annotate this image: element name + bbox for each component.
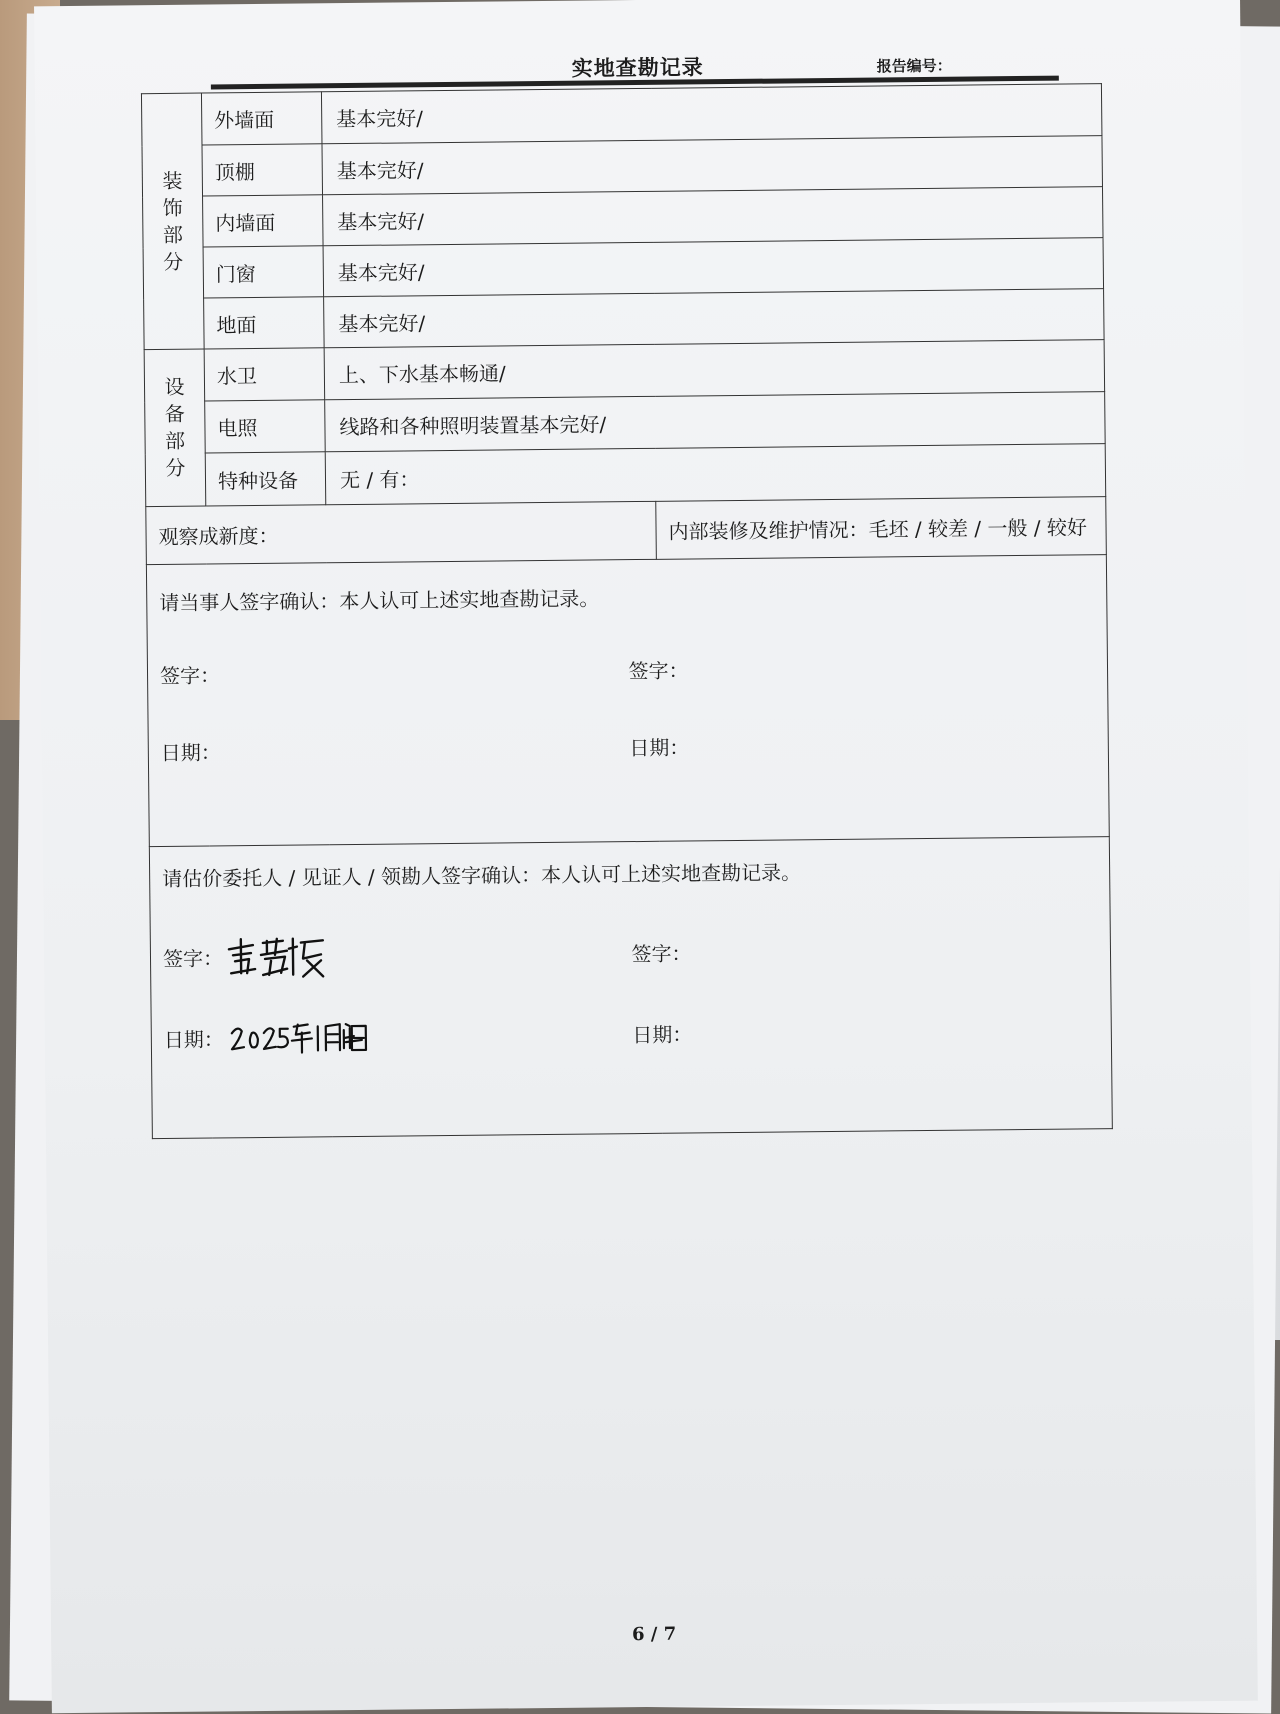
row-label-interior-wall: 内墙面	[203, 195, 324, 247]
party-date-label-left: 日期：	[160, 740, 221, 766]
table-row	[146, 555, 1109, 847]
row-value-plumbing: 上、下水基本畅通/	[324, 340, 1105, 400]
handwritten-signature	[227, 932, 327, 979]
handwritten-date	[228, 1018, 368, 1055]
newness-label: 观察成新度：	[146, 501, 657, 564]
client-date-label-right: 日期：	[632, 1021, 693, 1047]
row-value-doors-windows: 基本完好/	[323, 238, 1103, 297]
row-label-exterior-wall: 外墙面	[201, 92, 322, 145]
row-value-ceiling: 基本完好/	[322, 136, 1102, 195]
row-value-exterior-wall: 基本完好/	[321, 84, 1102, 144]
client-date-label-left: 日期：	[163, 1026, 224, 1052]
client-sign-label-right: 签字：	[631, 940, 692, 966]
row-label-ceiling: 顶棚	[202, 144, 323, 196]
row-value-floor: 基本完好/	[324, 289, 1104, 348]
page-title: 实地查勘记录	[571, 54, 704, 81]
party-sign-label-left: 签字：	[159, 663, 221, 689]
row-label-floor: 地面	[204, 297, 325, 349]
client-confirm-cell	[149, 837, 1112, 1139]
survey-form-table	[141, 83, 1113, 1139]
page-number: 6 / 7	[631, 1623, 677, 1646]
row-label-special-equipment: 特种设备	[205, 452, 326, 506]
document-page	[34, 0, 1258, 1713]
section-decoration: 装 饰 部 分	[141, 93, 204, 350]
row-label-doors-windows: 门窗	[203, 246, 324, 298]
row-label-plumbing: 水卫	[204, 348, 325, 401]
party-sign-label-right: 签字：	[628, 658, 689, 684]
table-row	[149, 837, 1112, 1139]
party-date-label-right: 日期：	[629, 735, 690, 761]
client-confirm-statement: 请估价委托人 / 见证人 / 领勘人签字确认：本人认可上述实地查勘记录。	[162, 860, 802, 892]
row-value-lighting: 线路和各种照明装置基本完好/	[325, 392, 1106, 452]
row-label-lighting: 电照	[205, 400, 326, 453]
table-row	[146, 497, 1107, 565]
interior-condition-label: 内部装修及维护情况：毛坯 / 较差 / 一般 / 较好	[656, 497, 1107, 560]
client-sign-label-left: 签字：	[162, 945, 224, 971]
party-confirm-statement: 请当事人签字确认：本人认可上述实地查勘记录。	[159, 586, 600, 616]
report-number-label: 报告编号：	[876, 56, 952, 76]
row-value-special-equipment: 无 / 有：	[325, 444, 1106, 505]
party-confirm-cell	[146, 555, 1109, 847]
row-value-interior-wall: 基本完好/	[323, 187, 1103, 246]
section-equipment: 设 备 部 分	[144, 349, 206, 507]
